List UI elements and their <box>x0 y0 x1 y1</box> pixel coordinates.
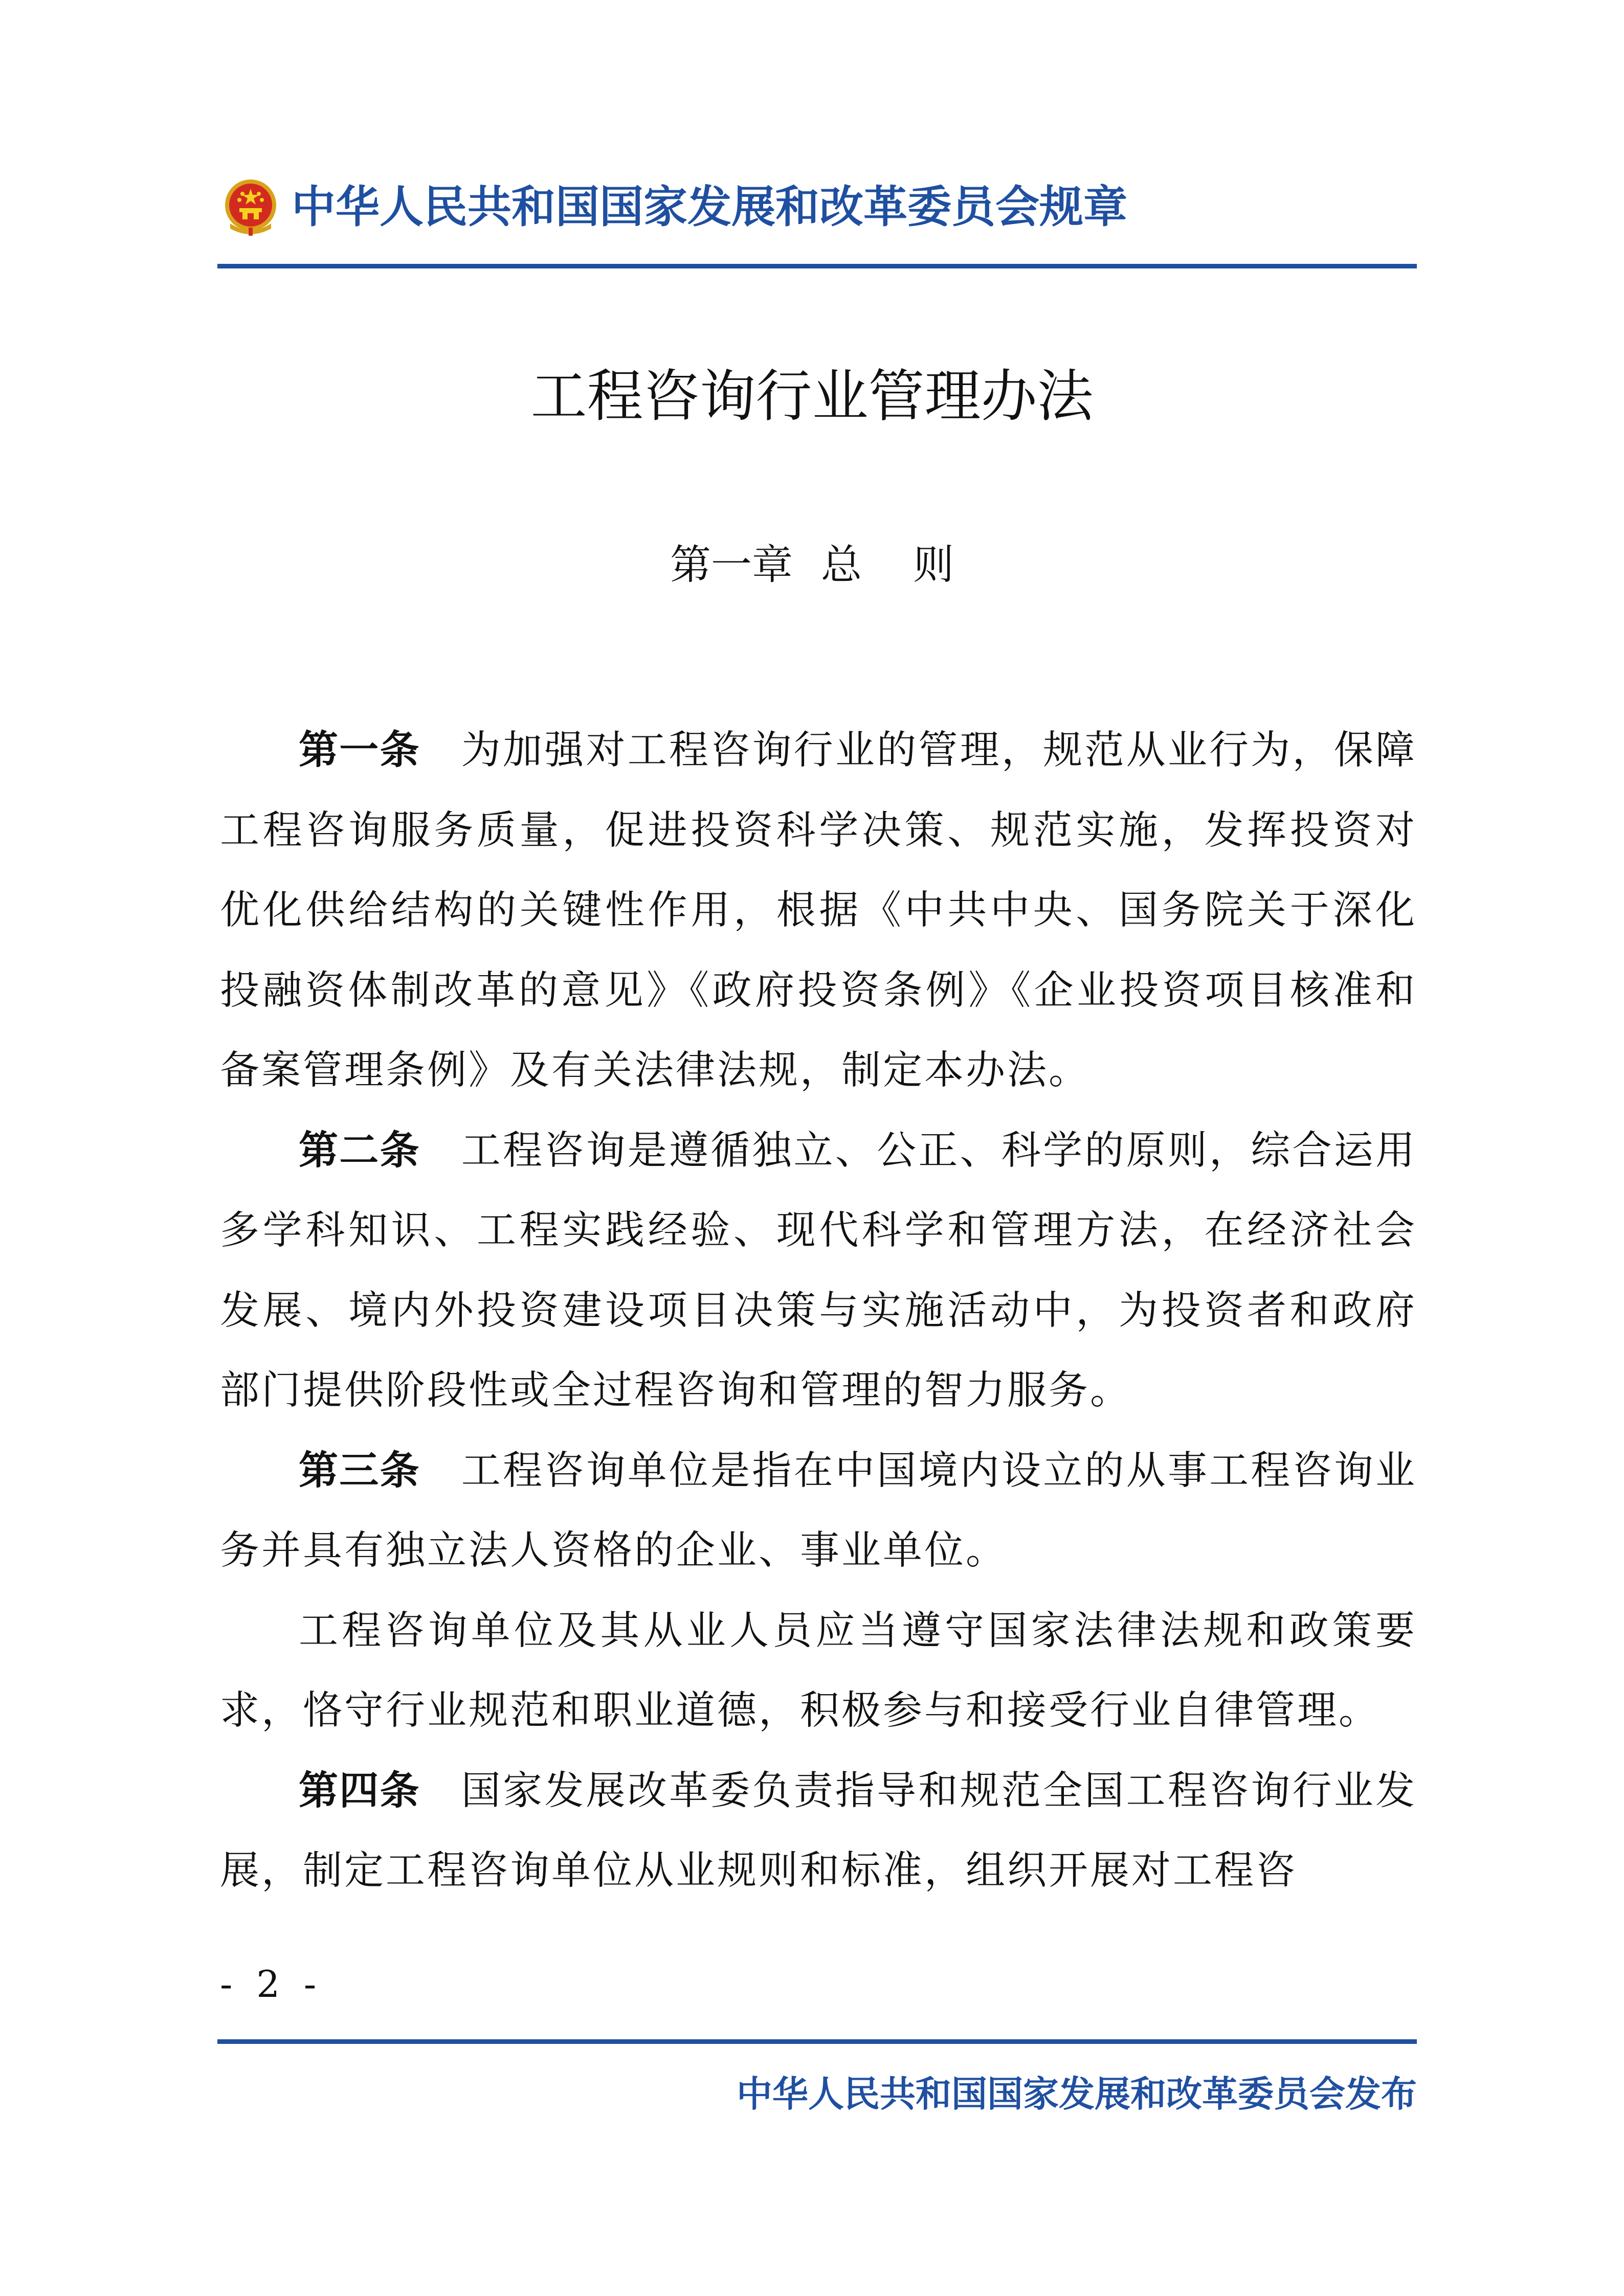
chapter-heading <box>0 537 1624 593</box>
article-paragraph <box>220 1591 1417 1751</box>
article-paragraph <box>220 711 1417 1111</box>
header-divider <box>217 264 1417 268</box>
article-text: 为加强对工程咨询行业的管理，规范从业行为，保障工程咨询服务质量，促进投资科学决策、规范实施，发挥投资对优化供给结构的关键性作用，根据《中共中央、国务院关于深化投融资体制改革的意见》《政府投资条例》《企业投资项目核准和备案管理条例》及有关法律法规，制定本办法。 <box>220 728 1417 1093</box>
chapter-title-part2: 则 <box>913 541 954 589</box>
article-number: 第三条 <box>299 1448 420 1494</box>
chapter-label: 第一章 <box>670 541 793 589</box>
page-header <box>220 174 1417 251</box>
article-text: 工程咨询单位是指在中国境内设立的从事工程咨询业务并具有独立法人资格的企业、事业单位。 <box>220 1448 1417 1573</box>
chapter-title-part1: 总 <box>821 541 862 589</box>
article-number: 第一条 <box>299 728 420 773</box>
article-text: 工程咨询单位及其从业人员应当遵守国家法律法规和政策要求，恪守行业规范和职业道德，积极参与和接受行业自律管理。 <box>220 1608 1417 1734</box>
article-number: 第四条 <box>299 1768 420 1814</box>
article-text: 工程咨询是遵循独立、公正、科学的原则，综合运用多学科知识、工程实践经验、现代科学和管理方法，在经济社会发展、境内外投资建设项目决策与实施活动中，为投资者和政府部门提供阶段性或全过程咨询和管理的智力服务。 <box>220 1128 1417 1413</box>
article-paragraph <box>220 1751 1417 1911</box>
article-paragraph <box>220 1431 1417 1591</box>
header-title: 中华人民共和国国家发展和改革委员会规章 <box>292 182 1127 233</box>
national-emblem-icon <box>220 176 281 238</box>
footer-divider <box>217 2039 1417 2044</box>
article-text: 国家发展改革委负责指导和规范全国工程咨询行业发展，制定工程咨询单位从业规则和标准，组织开展对工程咨 <box>220 1768 1417 1894</box>
document-title: 工程咨询行业管理办法 <box>530 364 1094 429</box>
page-number: - 2 - <box>220 1963 323 2006</box>
article-number: 第二条 <box>299 1128 420 1174</box>
article-paragraph <box>220 1111 1417 1431</box>
footer-publisher: 中华人民共和国国家发展和改革委员会发布 <box>737 2073 1417 2115</box>
document-body <box>220 711 1417 1911</box>
